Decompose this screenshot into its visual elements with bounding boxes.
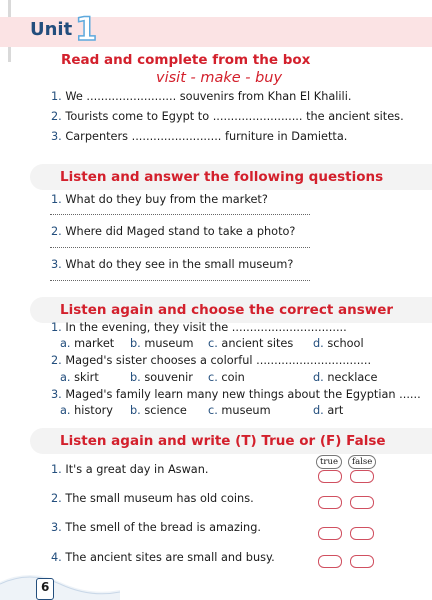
item-number: 3. [51,258,62,271]
item-number: 3. [51,388,62,401]
item-number: 4. [51,551,62,564]
answer-line[interactable] [50,214,310,215]
item-text: Maged's family learn many new things about the Egyptian ...... [65,388,421,401]
item-text: The ancient sites are small and busy. [65,551,275,564]
option-c[interactable]: c. museum [208,404,271,417]
item-number: 1. [51,463,62,476]
item-number: 3. [51,521,62,534]
true-column-label: true [316,455,342,469]
option-b[interactable]: b. souvenir [130,371,193,384]
false-answer-box[interactable] [350,470,374,483]
unit-label: Unit [30,19,73,40]
option-c[interactable]: c. coin [208,371,245,384]
exercise4-statement-3 [51,521,261,534]
item-text: Tourists come to Egypt to ......................... the ancient sites. [65,110,404,123]
option-d[interactable]: d. necklace [313,371,378,384]
item-text: In the evening, they visit the ................................ [65,321,347,334]
item-text: The small museum has old coins. [65,492,254,505]
exercise3-question-3 [51,388,421,401]
section-title-read-complete: Read and complete from the box [61,52,311,68]
exercise1-item-2 [51,110,404,123]
item-number: 2. [51,354,62,367]
exercise1-item-3 [51,130,347,143]
exercise4-statement-2 [51,492,254,505]
item-number: 3. [51,130,62,143]
item-text: It's a great day in Aswan. [65,463,209,476]
exercise2-question-2 [51,225,295,238]
answer-line[interactable] [50,247,310,248]
item-number: 2. [51,110,62,123]
item-text: Maged's sister chooses a colorful ................................ [65,354,372,367]
option-a[interactable]: a. skirt [60,371,99,384]
section-title-true-false: Listen again and write (T) True or (F) False [60,433,386,449]
false-answer-box[interactable] [350,496,374,509]
word-box: visit - make - buy [156,70,283,86]
item-text: The smell of the bread is amazing. [65,521,261,534]
answer-line[interactable] [50,280,310,281]
option-a[interactable]: a. market [60,337,115,350]
exercise3-question-1 [51,321,347,334]
option-a[interactable]: a. history [60,404,113,417]
exercise2-question-3 [51,258,293,271]
item-number: 1. [51,321,62,334]
option-c[interactable]: c. ancient sites [208,337,294,350]
false-answer-box[interactable] [350,555,374,568]
true-answer-box[interactable] [318,470,342,483]
exercise2-question-1 [51,193,268,206]
option-d[interactable]: d. school [313,337,364,350]
option-b[interactable]: b. science [130,404,187,417]
item-text: What do they buy from the market? [65,193,268,206]
exercise4-statement-1 [51,463,208,476]
exercise3-question-2 [51,354,371,367]
section-title-choose: Listen again and choose the correct answer [60,302,394,318]
item-number: 2. [51,225,62,238]
option-b[interactable]: b. museum [130,337,194,350]
unit-number: 1 [75,10,98,48]
item-text: Carpenters ......................... furniture in Damietta. [65,130,348,143]
option-d[interactable]: d. art [313,404,344,417]
item-number: 1. [51,193,62,206]
page-number: 6 [41,580,50,594]
true-answer-box[interactable] [318,527,342,540]
item-text: We ......................... souvenirs from Khan El Khalili. [65,90,352,103]
decorative-wave-icon [0,560,120,600]
false-column-label: false [348,455,376,469]
exercise1-item-1 [51,90,351,103]
item-number: 1. [51,90,62,103]
section-title-listen-answer: Listen and answer the following questions [60,169,384,185]
item-text: Where did Maged stand to take a photo? [65,225,296,238]
item-text: What do they see in the small museum? [65,258,294,271]
true-answer-box[interactable] [318,555,342,568]
true-answer-box[interactable] [318,496,342,509]
false-answer-box[interactable] [350,527,374,540]
item-number: 2. [51,492,62,505]
